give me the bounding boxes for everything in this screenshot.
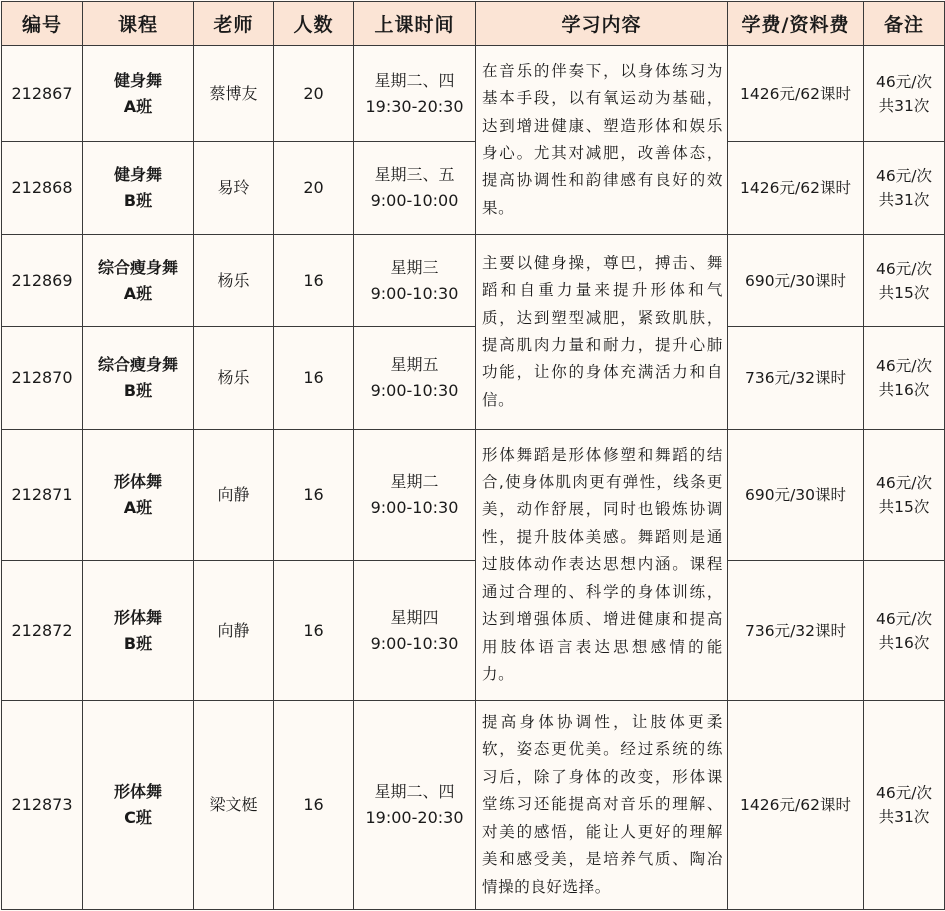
- cell-content: 主要以健身操，尊巴，搏击、舞蹈和自重力量来提升形体和气质，达到塑型减肥，紧致肌肤，提高肌肉力量和耐力，提升心肺功能，让你的身体充满活力和自信。: [476, 235, 728, 430]
- note-sessions: 共16次: [878, 633, 930, 652]
- time-days: 星期五: [390, 355, 439, 374]
- cell-count: 16: [274, 561, 354, 701]
- cell-teacher: 杨乐: [194, 327, 274, 430]
- time-hours: 19:00-20:30: [365, 808, 464, 827]
- cell-note: [864, 46, 945, 142]
- cell-time: [354, 142, 476, 235]
- cell-fee: 1426元/62课时: [728, 46, 864, 142]
- time-hours: 9:00-10:30: [370, 283, 459, 303]
- cell-note: [864, 430, 945, 561]
- cell-note: [864, 561, 945, 701]
- cell-time: [354, 235, 476, 327]
- course-class: C班: [124, 808, 152, 827]
- time-hours: 9:00-10:30: [370, 381, 459, 400]
- cell-course: [83, 561, 194, 701]
- cell-fee: 1426元/62课时: [728, 701, 864, 910]
- cell-content: 提高身体协调性，让肢体更柔软，姿态更优美。经过系统的练习后，除了身体的改变，形体课堂练习还能提高对音乐的理解、对美的感悟，能让人更好的理解美和感受美，是培养气质、陶冶情操的良好选择。: [476, 701, 728, 910]
- table-row: [2, 701, 945, 910]
- table-row: [2, 46, 945, 142]
- table-row: [2, 142, 945, 235]
- note-sessions: 共15次: [878, 498, 930, 516]
- cell-id: 212870: [2, 327, 83, 430]
- note-sessions: 共31次: [878, 96, 930, 115]
- cell-content: 在音乐的伴奏下，以身体练习为基本手段，以有氧运动为基础，达到增进健康、塑造形体和娱乐身心。尤其对减肥，改善体态，提高协调性和韵律感有良好的效果。: [476, 46, 728, 235]
- note-sessions: 共15次: [878, 283, 930, 302]
- note-price: 46元/次: [876, 784, 932, 802]
- note-price: 46元/次: [876, 357, 932, 375]
- cell-time: [354, 46, 476, 142]
- cell-course: [83, 46, 194, 142]
- header-id: 编号: [2, 2, 83, 46]
- cell-count: 20: [274, 46, 354, 142]
- header-count: 人数: [274, 2, 354, 46]
- note-price: 46元/次: [876, 72, 932, 91]
- header-note: 备注: [864, 2, 945, 46]
- note-sessions: 共16次: [878, 381, 930, 399]
- cell-count: 16: [274, 235, 354, 327]
- course-class: B班: [123, 191, 153, 210]
- cell-time: [354, 561, 476, 701]
- header-content: 学习内容: [476, 2, 728, 46]
- course-name: 形体舞: [113, 607, 162, 627]
- course-class: A班: [123, 283, 153, 303]
- note-price: 46元/次: [876, 609, 932, 628]
- cell-count: 20: [274, 142, 354, 235]
- course-class: A班: [123, 498, 153, 517]
- time-hours: 9:00-10:00: [370, 191, 459, 210]
- cell-fee: 690元/30课时: [728, 235, 864, 327]
- time-days: 星期三: [390, 257, 439, 277]
- cell-course: [83, 142, 194, 235]
- cell-teacher: 梁文梃: [194, 701, 274, 910]
- cell-count: 16: [274, 430, 354, 561]
- time-days: 星期二: [390, 472, 439, 491]
- cell-id: 212871: [2, 430, 83, 561]
- cell-fee: 690元/30课时: [728, 430, 864, 561]
- note-price: 46元/次: [876, 474, 932, 492]
- cell-teacher: 蔡博友: [194, 46, 274, 142]
- header-time: 上课时间: [354, 2, 476, 46]
- header-row: [2, 2, 945, 46]
- time-days: 星期二、四: [374, 70, 455, 90]
- course-name: 健身舞: [113, 70, 162, 90]
- cell-course: [83, 430, 194, 561]
- cell-id: 212873: [2, 701, 83, 910]
- course-class: A班: [123, 96, 153, 116]
- table-row: [2, 327, 945, 430]
- note-sessions: 共31次: [878, 191, 930, 209]
- table-row: [2, 235, 945, 327]
- cell-id: 212869: [2, 235, 83, 327]
- time-hours: 9:00-10:30: [370, 633, 459, 653]
- cell-teacher: 易玲: [194, 142, 274, 235]
- cell-note: [864, 701, 945, 910]
- header-teacher: 老师: [194, 2, 274, 46]
- course-class: B班: [123, 381, 153, 400]
- cell-time: [354, 430, 476, 561]
- header-fee: 学费/资料费: [728, 2, 864, 46]
- time-hours: 9:00-10:30: [370, 498, 459, 517]
- cell-time: [354, 327, 476, 430]
- course-class: B班: [123, 633, 153, 653]
- time-days: 星期二、四: [374, 782, 455, 801]
- cell-course: [83, 327, 194, 430]
- cell-note: [864, 235, 945, 327]
- cell-fee: 736元/32课时: [728, 561, 864, 701]
- course-name: 健身舞: [113, 165, 162, 184]
- cell-teacher: 向静: [194, 430, 274, 561]
- course-name: 形体舞: [113, 782, 162, 801]
- time-days: 星期四: [390, 607, 439, 627]
- cell-id: 212868: [2, 142, 83, 235]
- course-name: 综合瘦身舞: [97, 257, 178, 277]
- time-days: 星期三、五: [374, 165, 455, 184]
- cell-fee: 736元/32课时: [728, 327, 864, 430]
- cell-content: 形体舞蹈是形体修塑和舞蹈的结合,使身体肌肉更有弹性，线条更美，动作舒展，同时也锻炼协调性，提升肢体美感。舞蹈则是通过肢体动作表达思想内涵。课程通过合理的、科学的身体训练，达到增强体质、增进健康和提高用肢体语言表达思想感情的能力。: [476, 430, 728, 701]
- note-price: 46元/次: [876, 167, 932, 185]
- cell-note: [864, 327, 945, 430]
- cell-count: 16: [274, 327, 354, 430]
- note-sessions: 共31次: [878, 808, 930, 826]
- course-name: 综合瘦身舞: [97, 355, 178, 374]
- cell-time: [354, 701, 476, 910]
- table-row: [2, 430, 945, 561]
- cell-course: [83, 701, 194, 910]
- cell-course: [83, 235, 194, 327]
- cell-id: 212872: [2, 561, 83, 701]
- cell-note: [864, 142, 945, 235]
- cell-id: 212867: [2, 46, 83, 142]
- table-row: [2, 561, 945, 701]
- header-course: 课程: [83, 2, 194, 46]
- cell-teacher: 向静: [194, 561, 274, 701]
- course-name: 形体舞: [113, 472, 162, 491]
- time-hours: 19:30-20:30: [365, 96, 464, 116]
- cell-fee: 1426元/62课时: [728, 142, 864, 235]
- cell-count: 16: [274, 701, 354, 910]
- course-table: [1, 1, 945, 910]
- note-price: 46元/次: [876, 259, 932, 278]
- cell-teacher: 杨乐: [194, 235, 274, 327]
